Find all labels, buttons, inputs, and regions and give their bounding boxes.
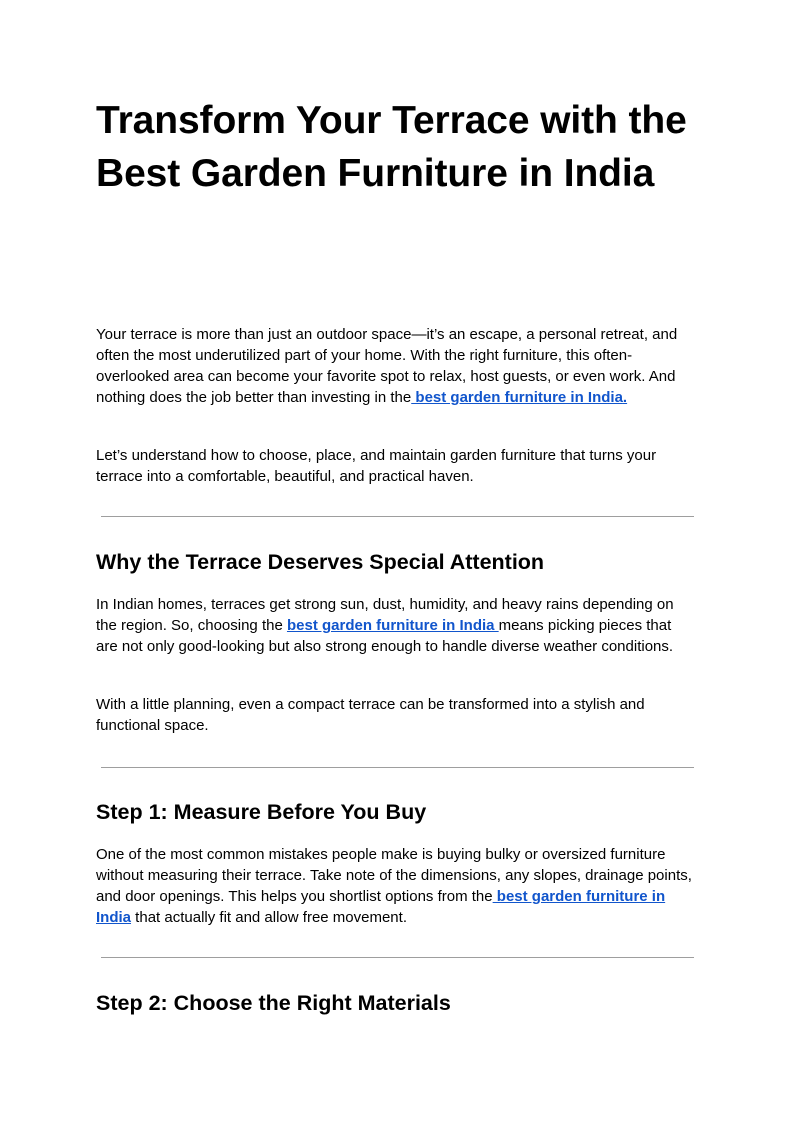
link-best-garden-furniture[interactable]: best garden furniture in India: [286, 617, 499, 634]
why-paragraph-1-end: means picking pieces that are not only good-looking but also strong enough to handle diverse weather conditions.: [96, 617, 674, 655]
intro-paragraph-2: Let’s understand how to choose, place, and maintain garden furniture that turns your terrace into a comfortable, beautiful, and practical haven.: [96, 447, 657, 485]
link-period[interactable]: .: [622, 389, 628, 406]
section-heading-step2: Step 2: Choose the Right Materials: [96, 991, 451, 1015]
horizontal-rule: [101, 516, 694, 517]
horizontal-rule: [101, 767, 694, 768]
link-best-garden-furniture[interactable]: best garden furniture in India: [96, 888, 666, 926]
step1-paragraph-1-start: One of the most common mistakes people make is buying bulky or oversized furniture without measuring their terrace. Take note of the dimensions, any slopes, drainage points, and door openings. This helps you shortlist options from the: [96, 846, 692, 905]
section-heading-step1: Step 1: Measure Before You Buy: [96, 800, 427, 824]
horizontal-rule: [101, 957, 694, 958]
why-paragraph-1: [96, 594, 696, 657]
why-paragraph-2: With a little planning, even a compact terrace can be transformed into a stylish and functional space.: [96, 696, 645, 734]
intro-paragraph-1-text: Your terrace is more than just an outdoor space—it’s an escape, a personal retreat, and often the most underutilized part of your home. With the right furniture, this often-overlooked area can become your favorite spot to relax, host guests, or even work. And nothing does the job better than investing in the: [96, 326, 678, 406]
page-title: Transform Your Terrace with the Best Garden Furniture in India: [96, 99, 687, 195]
link-best-garden-furniture[interactable]: best garden furniture in India: [411, 389, 623, 406]
why-paragraph-1-start: In Indian homes, terraces get strong sun, dust, humidity, and heavy rains depending on the region. So, choosing the: [96, 596, 674, 634]
intro-paragraph-1: [96, 324, 696, 408]
step1-paragraph-1: [96, 844, 696, 928]
step1-paragraph-1-end: that actually fit and allow free movement.: [131, 909, 407, 926]
section-heading-why: Why the Terrace Deserves Special Attention: [96, 550, 545, 574]
